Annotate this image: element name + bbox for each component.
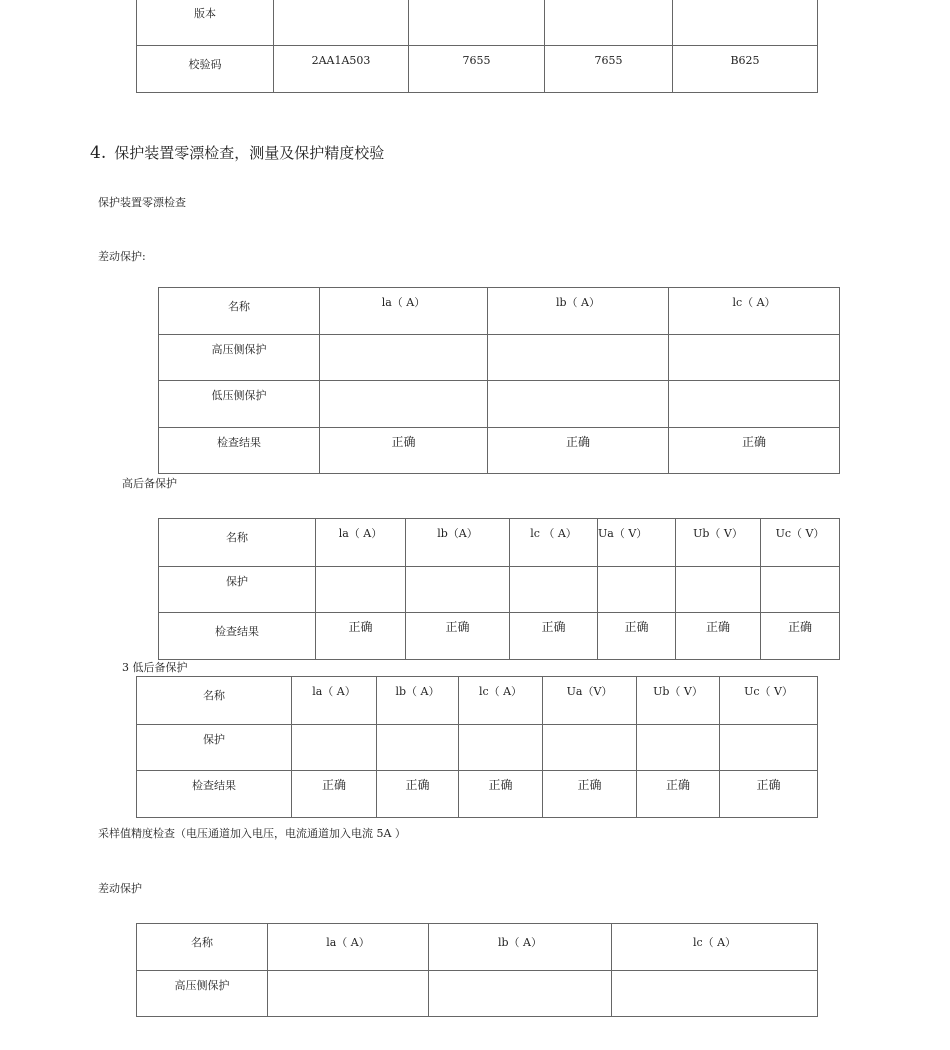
- column-header: la（ A）: [320, 288, 488, 335]
- table-cell: [720, 725, 818, 771]
- table-cell: 7655: [545, 46, 673, 93]
- result-cell: 正确: [320, 428, 488, 474]
- table-cell: [488, 381, 669, 428]
- diff-protection-table: [158, 287, 840, 474]
- table-cell: [669, 335, 840, 381]
- row-label: 校验码: [137, 46, 274, 93]
- table-cell: [612, 971, 818, 1017]
- column-header: Uc（ V）: [720, 677, 818, 725]
- table-cell: [292, 725, 377, 771]
- table-row: [159, 428, 840, 474]
- table-row: [137, 46, 818, 93]
- table-row: [137, 0, 818, 46]
- sampling-table: [136, 923, 818, 1017]
- table-cell: [673, 0, 818, 46]
- table-row: [159, 567, 840, 613]
- table-cell: [543, 725, 637, 771]
- table-row: [137, 725, 818, 771]
- low-backup-table: [136, 676, 818, 818]
- result-cell: 正确: [406, 613, 510, 660]
- table-cell: [377, 725, 459, 771]
- table-row: [137, 971, 818, 1017]
- table-cell: B625: [673, 46, 818, 93]
- table-cell: [637, 725, 720, 771]
- table-row: [159, 335, 840, 381]
- result-cell: 正确: [676, 613, 761, 660]
- row-label: 检查结果: [137, 771, 292, 818]
- low-backup-label: 3 低后备保护: [122, 661, 188, 674]
- table-cell: [268, 971, 429, 1017]
- table-cell: [676, 567, 761, 613]
- table-row: [159, 381, 840, 428]
- result-cell: 正确: [598, 613, 676, 660]
- row-label: 检查结果: [159, 428, 320, 474]
- table-cell: [429, 971, 612, 1017]
- column-header: la（ A）: [268, 924, 429, 971]
- result-cell: 正确: [720, 771, 818, 818]
- result-cell: 正确: [543, 771, 637, 818]
- row-label: 高压侧保护: [137, 971, 268, 1017]
- table-cell: [669, 381, 840, 428]
- result-cell: 正确: [316, 613, 406, 660]
- section-number: 4.: [90, 143, 107, 163]
- column-header: Ua（V）: [543, 677, 637, 725]
- table-cell: [320, 381, 488, 428]
- sampling-diff-label: 差动保护: [98, 882, 142, 895]
- table-header-row: [159, 288, 840, 335]
- row-label: 保护: [159, 567, 316, 613]
- table-cell: [459, 725, 543, 771]
- table-cell: [320, 335, 488, 381]
- table-cell: [409, 0, 545, 46]
- column-header: lc（ A）: [459, 677, 543, 725]
- column-header: Ub（ V）: [676, 519, 761, 567]
- column-header: 名称: [137, 924, 268, 971]
- column-header: lc（ A）: [669, 288, 840, 335]
- table-cell: 7655: [409, 46, 545, 93]
- result-cell: 正确: [761, 613, 840, 660]
- result-cell: 正确: [510, 613, 598, 660]
- table-cell: [316, 567, 406, 613]
- column-header: 名称: [159, 288, 320, 335]
- section-title: 保护装置零漂检查，测量及保护精度校验: [114, 144, 385, 162]
- table-cell: [274, 0, 409, 46]
- sampling-check-label: 采样值精度检查（电压通道加入电压，电流通道加入电流 5A ）: [98, 827, 406, 840]
- version-table: [136, 0, 818, 93]
- table-row: [159, 613, 840, 660]
- result-cell: 正确: [292, 771, 377, 818]
- table-cell: 2AA1A503: [274, 46, 409, 93]
- result-cell: 正确: [637, 771, 720, 818]
- high-backup-label: 高后备保护: [122, 477, 177, 490]
- result-cell: 正确: [488, 428, 669, 474]
- diff-protection-label: 差动保护:: [98, 250, 146, 263]
- column-header: lb（ A）: [488, 288, 669, 335]
- row-label: 检查结果: [159, 613, 316, 660]
- table-header-row: [159, 519, 840, 567]
- high-backup-table: [158, 518, 840, 660]
- table-row: [137, 771, 818, 818]
- row-label: 保护: [137, 725, 292, 771]
- column-header: Ub（ V）: [637, 677, 720, 725]
- table-cell: [406, 567, 510, 613]
- table-cell: [598, 567, 676, 613]
- row-label: 低压侧保护: [159, 381, 320, 428]
- column-header: lb（ A）: [429, 924, 612, 971]
- column-header: la（ A）: [292, 677, 377, 725]
- result-cell: 正确: [377, 771, 459, 818]
- table-cell: [510, 567, 598, 613]
- row-label: 高压侧保护: [159, 335, 320, 381]
- column-header: lc （ A）: [510, 519, 598, 567]
- column-header: Ua（ V）: [598, 519, 676, 567]
- result-cell: 正确: [459, 771, 543, 818]
- table-cell: [545, 0, 673, 46]
- column-header: lb（ A）: [377, 677, 459, 725]
- table-header-row: [137, 924, 818, 971]
- table-header-row: [137, 677, 818, 725]
- section-heading: [90, 142, 384, 163]
- zero-drift-label: 保护装置零漂检查: [98, 196, 186, 209]
- table-cell: [761, 567, 840, 613]
- column-header: lb（A）: [406, 519, 510, 567]
- column-header: 名称: [137, 677, 292, 725]
- column-header: 名称: [159, 519, 316, 567]
- result-cell: 正确: [669, 428, 840, 474]
- row-label: 版本: [137, 0, 274, 46]
- column-header: la（ A）: [316, 519, 406, 567]
- column-header: lc（ A）: [612, 924, 818, 971]
- column-header: Uc（ V）: [761, 519, 840, 567]
- table-cell: [488, 335, 669, 381]
